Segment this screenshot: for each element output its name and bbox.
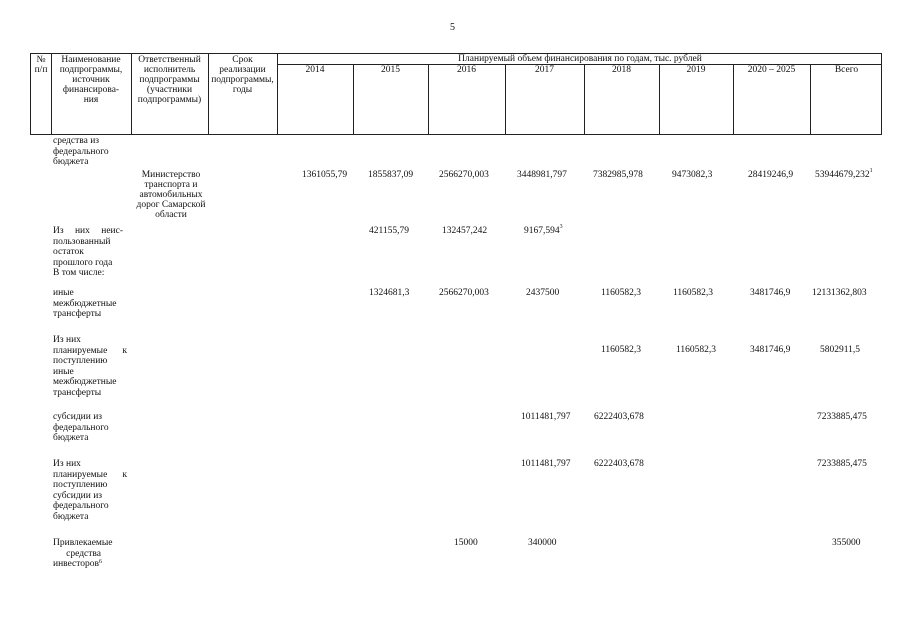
cell-federal-2015: 1855837,09: [368, 170, 414, 180]
cell-transfers-2016: 2566270,003: [439, 288, 489, 298]
row-unused-name: Из них неис- пользованный остаток прошлого года В том числе:: [53, 226, 123, 278]
header-num: № п/п: [34, 55, 48, 75]
header-volume: Планируемый объем финансирования по годам, тыс. рублей: [458, 54, 702, 64]
cell-federal-2020: 28419246,9: [748, 170, 794, 180]
cell-transfers-total: 12131362,803: [812, 288, 867, 298]
year-header: 2017: [535, 65, 554, 75]
cell-investors-2016: 15000: [454, 538, 478, 548]
cell-planned-subsidies-total: 7233885,475: [817, 459, 867, 469]
year-header: 2015: [381, 65, 400, 75]
cell-transfers-2018: 1160582,3: [601, 288, 642, 298]
table-header: [30, 53, 882, 135]
cell-subsidies-2018: 6222403,678: [594, 412, 644, 422]
cell-planned-transfers-total: 5802911,5: [820, 345, 861, 355]
cell-transfers-2015: 1324681,3: [369, 288, 410, 298]
row-federal-executor: Министерство транспорта и автомобильных дорог Самарской области: [136, 170, 206, 220]
cell-planned-subsidies-2018: 6222403,678: [594, 459, 644, 469]
cell-transfers-2019: 1160582,3: [673, 288, 714, 298]
year-header: 2014: [305, 65, 325, 75]
cell-planned-transfers-2019: 1160582,3: [676, 345, 717, 355]
cell-investors-total: 355000: [832, 538, 861, 548]
cell-federal-total: 53944679,232$^1$: [815, 168, 873, 180]
cell-transfers-2020: 3481746,9: [750, 288, 791, 298]
cell-unused-2016: 132457,242: [442, 226, 488, 236]
year-header: 2019: [686, 65, 706, 75]
cell-federal-2017: 3448981,797: [517, 170, 567, 180]
row-subsidies-name: субсидии из федерального бюджета: [53, 412, 109, 443]
header-name: Наименование подпрограммы, источник финансирова- ния: [59, 55, 123, 105]
cell-federal-2019: 9473082,3: [672, 170, 713, 180]
page-number: 5: [450, 22, 455, 33]
cell-transfers-2017: 2437500: [526, 288, 560, 298]
year-header: 2020 – 2025: [747, 65, 796, 75]
cell-subsidies-total: 7233885,475: [817, 412, 867, 422]
cell-planned-subsidies-2017: 1011481,797: [521, 459, 571, 469]
year-header: Всего: [834, 65, 859, 75]
row-planned-transfers-name: Из них планируемые к поступлению иные межбюджетные трансферты: [53, 335, 127, 398]
header-executor: Ответственный исполнитель подпрограммы (участники подпрограммы): [137, 55, 202, 105]
cell-unused-2017: 9167,594$^3$: [524, 224, 563, 236]
row-federal-name: средства из федерального бюджета: [53, 136, 109, 167]
cell-federal-2018: 7382985,978: [593, 170, 643, 180]
cell-federal-2014: 1361055,79: [302, 170, 348, 180]
cell-federal-2016: 2566270,003: [439, 170, 489, 180]
year-header: 2016: [457, 65, 476, 75]
cell-unused-2015: 421155,79: [369, 226, 410, 236]
cell-subsidies-2017: 1011481,797: [521, 412, 571, 422]
row-investors-name: Привлекаемые средства инвесторов$^6$: [53, 538, 113, 569]
cell-planned-transfers-2020: 3481746,9: [750, 345, 791, 355]
header-term: Срок реализации подпрограммы, годы: [211, 55, 274, 95]
row-transfers-name: иные межбюджетные трансферты: [53, 288, 117, 319]
cell-planned-transfers-2018: 1160582,3: [601, 345, 642, 355]
year-header: 2018: [612, 65, 631, 75]
row-planned-subsidies-name: Из них планируемые к поступлению субсидии из федерального бюджета: [53, 459, 127, 522]
cell-investors-2017: 340000: [528, 538, 557, 548]
